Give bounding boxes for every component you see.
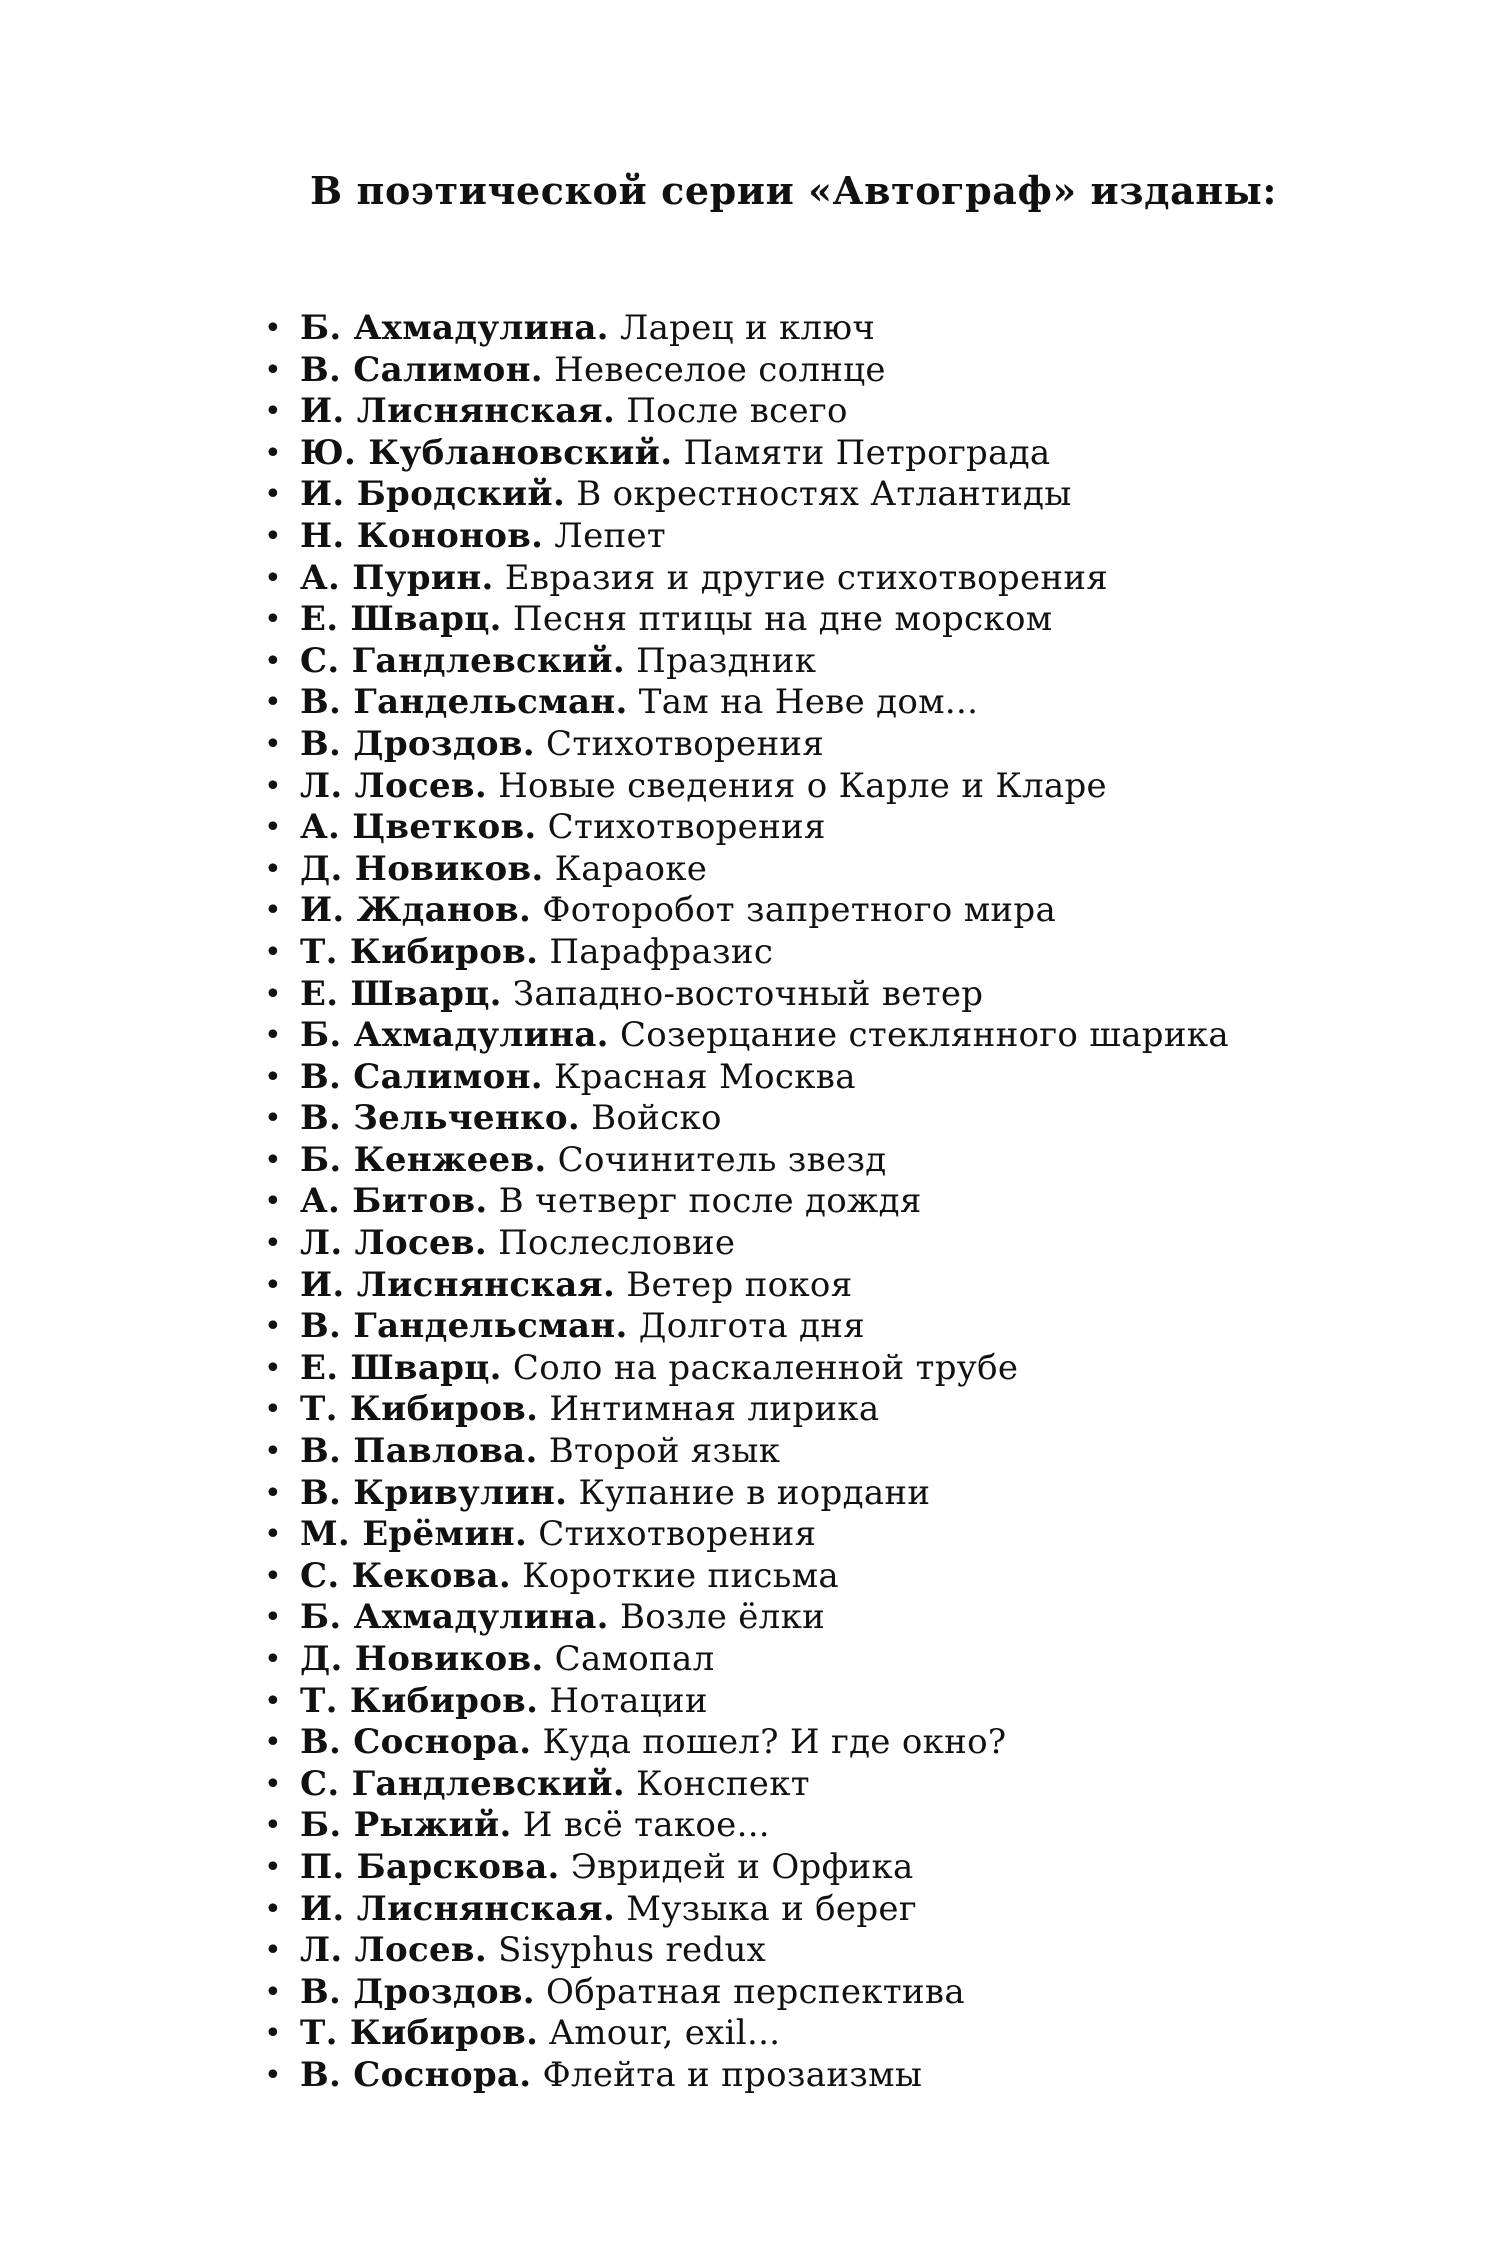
- author-name: А. Пурин.: [300, 557, 494, 598]
- book-title: Там на Неве дом...: [638, 682, 979, 723]
- book-title: Стихотворения: [547, 807, 826, 848]
- book-title: Лепет: [554, 515, 666, 556]
- book-title: Войско: [591, 1098, 722, 1139]
- book-title: Праздник: [636, 640, 817, 681]
- author-name: В. Гандельсман.: [300, 1306, 628, 1347]
- page-heading: В поэтической серии «Автограф» изданы:: [310, 168, 1278, 213]
- book-title: Созерцание стеклянного шарика: [619, 1015, 1229, 1056]
- list-item: [262, 308, 1229, 350]
- author-name: А. Цветков.: [300, 807, 537, 848]
- list-item: [262, 558, 1229, 600]
- author-name: И. Лиснянская.: [300, 391, 616, 432]
- bullet-icon: •: [264, 1267, 282, 1303]
- bullet-icon: •: [264, 685, 282, 721]
- list-item: [262, 350, 1229, 392]
- list-item: [262, 974, 1229, 1016]
- author-name: Е. Шварц.: [300, 599, 502, 640]
- author-name: И. Лиснянская.: [300, 1264, 616, 1305]
- author-name: Л. Лосев.: [300, 1223, 487, 1264]
- bullet-icon: •: [264, 810, 282, 846]
- list-item: [262, 724, 1229, 766]
- author-name: А. Битов.: [300, 1181, 488, 1222]
- bullet-icon: •: [264, 1933, 282, 1969]
- bullet-icon: •: [264, 1142, 282, 1178]
- book-title: И всё такое...: [522, 1805, 770, 1846]
- bullet-icon: •: [264, 2057, 282, 2093]
- bullet-icon: •: [264, 435, 282, 471]
- book-list: [262, 308, 1229, 2097]
- bullet-icon: •: [264, 1974, 282, 2010]
- list-item: [262, 1805, 1229, 1847]
- bullet-icon: •: [264, 1475, 282, 1511]
- author-name: В. Салимон.: [300, 1056, 543, 1097]
- author-name: И. Лиснянская.: [300, 1888, 616, 1929]
- list-item: [262, 1514, 1229, 1556]
- book-title: Куда пошел? И где окно?: [542, 1722, 1007, 1763]
- list-item: [262, 1930, 1229, 1972]
- list-item: [262, 1597, 1229, 1639]
- bullet-icon: •: [264, 560, 282, 596]
- list-item: [262, 1889, 1229, 1931]
- list-item: [262, 2013, 1229, 2055]
- book-title: Самопал: [554, 1639, 715, 1679]
- author-name: Т. Кибиров.: [300, 931, 539, 972]
- book-title: Парафразис: [549, 931, 774, 972]
- list-item: [262, 682, 1229, 724]
- book-title: Купание в иордани: [578, 1472, 931, 1513]
- author-name: Б. Ахмадулина.: [300, 1015, 609, 1056]
- author-name: Д. Новиков.: [300, 1639, 544, 1679]
- bullet-icon: •: [264, 1642, 282, 1677]
- list-item: [262, 1348, 1229, 1390]
- author-name: Б. Ахмадулина.: [300, 1597, 609, 1638]
- author-name: Д. Новиков.: [300, 848, 544, 889]
- bullet-icon: •: [264, 1517, 282, 1553]
- book-title: Нотации: [549, 1680, 708, 1721]
- list-item: [262, 599, 1229, 641]
- book-title: Новые сведения о Карле и Кларе: [498, 765, 1107, 806]
- author-name: Б. Кенжеев.: [300, 1139, 547, 1180]
- list-item: [262, 1556, 1229, 1598]
- bullet-icon: •: [264, 394, 282, 430]
- bullet-icon: •: [264, 893, 282, 929]
- list-item: [262, 1431, 1229, 1473]
- bullet-icon: •: [264, 1891, 282, 1927]
- author-name: Б. Ахмадулина.: [300, 308, 609, 348]
- author-name: В. Павлова.: [300, 1431, 538, 1472]
- book-title: Музыка и берег: [626, 1888, 917, 1929]
- author-name: В. Зельченко.: [300, 1098, 580, 1139]
- list-item: [262, 1140, 1229, 1182]
- list-item: [262, 807, 1229, 849]
- book-title: Интимная лирика: [549, 1389, 880, 1430]
- author-name: Л. Лосев.: [300, 765, 487, 806]
- author-name: И. Жданов.: [300, 890, 532, 931]
- book-title: Второй язык: [548, 1431, 781, 1472]
- bullet-icon: •: [264, 1808, 282, 1844]
- bullet-icon: •: [264, 352, 282, 388]
- bullet-icon: •: [264, 1226, 282, 1262]
- author-name: Н. Кононов.: [300, 515, 544, 556]
- book-title: Amour, exil...: [549, 2013, 781, 2054]
- book-title: Sisyphus redux: [498, 1930, 767, 1971]
- author-name: В. Соснора.: [300, 1722, 532, 1763]
- author-name: Б. Рыжий.: [300, 1805, 512, 1846]
- list-item: [262, 766, 1229, 808]
- list-item: [262, 1473, 1229, 1515]
- list-item: [262, 1181, 1229, 1223]
- book-title: Послесловие: [498, 1223, 736, 1264]
- bullet-icon: •: [264, 602, 282, 638]
- bullet-icon: •: [264, 1392, 282, 1428]
- author-name: П. Барскова.: [300, 1846, 560, 1887]
- list-item: [262, 1389, 1229, 1431]
- bullet-icon: •: [264, 726, 282, 762]
- list-item: [262, 849, 1229, 891]
- author-name: Е. Шварц.: [300, 973, 502, 1014]
- book-title: Красная Москва: [554, 1056, 856, 1097]
- list-item: [262, 1057, 1229, 1099]
- author-name: В. Соснора.: [300, 2054, 532, 2095]
- author-name: В. Салимон.: [300, 349, 543, 390]
- bullet-icon: •: [264, 1018, 282, 1054]
- bullet-icon: •: [264, 1309, 282, 1345]
- list-item: [262, 1265, 1229, 1307]
- bullet-icon: •: [264, 768, 282, 804]
- author-name: В. Дроздов.: [300, 723, 535, 764]
- author-name: Е. Шварц.: [300, 1347, 502, 1388]
- author-name: В. Кривулин.: [300, 1472, 568, 1513]
- book-title: Стихотворения: [546, 723, 825, 764]
- book-title: Песня птицы на дне морском: [512, 599, 1053, 640]
- bullet-icon: •: [264, 934, 282, 970]
- bullet-icon: •: [264, 1683, 282, 1719]
- list-item: [262, 1639, 1229, 1681]
- list-item: [262, 1098, 1229, 1140]
- author-name: Ю. Кублановский.: [300, 432, 673, 473]
- list-item: [262, 2055, 1229, 2097]
- list-item: [262, 1764, 1229, 1806]
- book-title: После всего: [626, 391, 848, 432]
- bullet-icon: •: [264, 311, 282, 346]
- book-title: Флейта и прозаизмы: [542, 2054, 923, 2095]
- book-title: Обратная перспектива: [546, 1971, 965, 2012]
- bullet-icon: •: [264, 1725, 282, 1761]
- list-item: [262, 1847, 1229, 1889]
- author-name: Т. Кибиров.: [300, 1389, 539, 1430]
- book-title: В окрестностях Атлантиды: [576, 474, 1072, 515]
- book-title: Соло на раскаленной трубе: [512, 1347, 1019, 1388]
- list-item: [262, 1972, 1229, 2014]
- book-title: Долгота дня: [638, 1306, 865, 1347]
- author-name: С. Гандлевский.: [300, 1763, 626, 1804]
- bullet-icon: •: [264, 1059, 282, 1095]
- bullet-icon: •: [264, 1849, 282, 1885]
- bullet-icon: •: [264, 1434, 282, 1470]
- list-item: [262, 641, 1229, 683]
- bullet-icon: •: [264, 976, 282, 1012]
- book-title: Сочинитель звезд: [557, 1139, 887, 1180]
- list-item: [262, 932, 1229, 974]
- list-item: [262, 474, 1229, 516]
- author-name: В. Дроздов.: [300, 1971, 535, 2012]
- book-title: Ларец и ключ: [619, 308, 876, 348]
- book-title: Евразия и другие стихотворения: [504, 557, 1109, 598]
- bullet-icon: •: [264, 1101, 282, 1137]
- bullet-icon: •: [264, 518, 282, 554]
- book-title: Фоторобот запретного мира: [542, 890, 1057, 931]
- author-name: С. Гандлевский.: [300, 640, 626, 681]
- book-title: Невеселое солнце: [554, 349, 886, 390]
- list-item: [262, 1306, 1229, 1348]
- author-name: Т. Кибиров.: [300, 1680, 539, 1721]
- book-title: Стихотворения: [538, 1514, 817, 1555]
- bullet-icon: •: [264, 1600, 282, 1636]
- list-item: [262, 890, 1229, 932]
- bullet-icon: •: [264, 643, 282, 679]
- author-name: В. Гандельсман.: [300, 682, 628, 723]
- bullet-icon: •: [264, 1558, 282, 1594]
- book-title: Караоке: [554, 848, 708, 889]
- book-title: Памяти Петрограда: [683, 432, 1051, 473]
- bullet-icon: •: [264, 2016, 282, 2052]
- bullet-icon: •: [264, 1184, 282, 1220]
- book-title: Западно-восточный ветер: [512, 973, 984, 1014]
- author-name: Т. Кибиров.: [300, 2013, 539, 2054]
- author-name: М. Ерёмин.: [300, 1514, 528, 1555]
- author-name: И. Бродский.: [300, 474, 566, 515]
- bullet-icon: •: [264, 1350, 282, 1386]
- author-name: С. Кекова.: [300, 1555, 512, 1596]
- list-item: [262, 391, 1229, 433]
- bullet-icon: •: [264, 851, 282, 887]
- list-item: [262, 516, 1229, 558]
- author-name: Л. Лосев.: [300, 1930, 487, 1971]
- bullet-icon: •: [264, 1766, 282, 1802]
- book-title: Короткие письма: [522, 1555, 839, 1596]
- list-item: [262, 1722, 1229, 1764]
- list-item: [262, 1015, 1229, 1057]
- list-item: [262, 1681, 1229, 1723]
- book-title: В четверг после дождя: [498, 1181, 922, 1222]
- book-title: Конспект: [636, 1763, 810, 1804]
- book-title: Возле ёлки: [619, 1597, 826, 1638]
- bullet-icon: •: [264, 477, 282, 513]
- book-title: Эвридей и Орфика: [570, 1846, 914, 1887]
- list-item: [262, 433, 1229, 475]
- list-item: [262, 1223, 1229, 1265]
- book-title: Ветер покоя: [626, 1264, 853, 1305]
